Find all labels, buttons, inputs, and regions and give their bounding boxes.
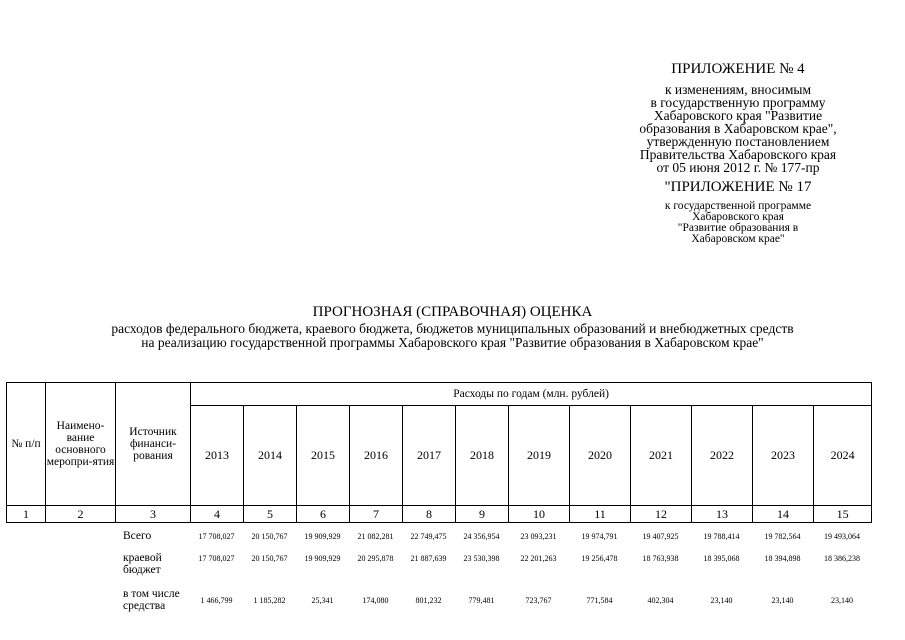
- column-number: 3: [116, 506, 191, 523]
- document-title: ПРОГНОЗНАЯ (СПРАВОЧНАЯ) ОЦЕНКА: [312, 304, 593, 320]
- col-header-name: Наимено-вание основного меропри-ятия: [46, 383, 116, 506]
- row-label: в том числе средства: [123, 588, 180, 612]
- column-number: 6: [297, 506, 350, 523]
- value-cell: 1 185,282: [253, 596, 286, 605]
- col-header-number: № п/п: [7, 383, 46, 506]
- value-cell: 771,584: [586, 596, 613, 605]
- value-cell: 23 093,231: [520, 532, 557, 541]
- value-cell: 19 256,478: [581, 554, 618, 563]
- quoted-appendix-title: "ПРИЛОЖЕНИЕ № 17: [664, 179, 812, 195]
- column-number: 11: [570, 506, 631, 523]
- value-cell: 19 782,564: [764, 532, 801, 541]
- column-number: 12: [631, 506, 692, 523]
- column-number: 15: [814, 506, 872, 523]
- value-cell: 18 763,938: [642, 554, 679, 563]
- expenses-table-header: [6, 382, 872, 523]
- expenses-header: Расходы по годам (млн. рублей): [191, 383, 872, 406]
- year-header: 2020: [570, 406, 631, 506]
- year-header: 2022: [692, 406, 753, 506]
- appendix-title: ПРИЛОЖЕНИЕ № 4: [671, 61, 805, 77]
- value-cell: 18 394,898: [764, 554, 801, 563]
- amend-line: Правительства Хабаровского края: [639, 147, 837, 162]
- value-cell: 1 466,799: [200, 596, 233, 605]
- value-cell: 18 386,238: [824, 554, 860, 563]
- expenses-table-body: [6, 530, 871, 626]
- year-header: 2021: [631, 406, 692, 506]
- value-cell: 20 295,878: [357, 554, 394, 563]
- program-line: "Развитие образования в: [677, 222, 799, 234]
- column-number: 4: [191, 506, 244, 523]
- column-number: 2: [46, 506, 116, 523]
- subtitle-line: на реализацию государственной программы Хабаровского края "Развитие образования в Хабаровском крае": [141, 335, 764, 350]
- value-cell: 20 150,767: [251, 554, 288, 563]
- column-number: 8: [403, 506, 456, 523]
- program-line: Хабаровском крае": [691, 233, 785, 245]
- table-row: [6, 530, 871, 552]
- value-cell: 22 201,263: [520, 554, 557, 563]
- value-cell: 19 909,929: [304, 532, 341, 541]
- year-header: 2023: [753, 406, 814, 506]
- column-number: 14: [753, 506, 814, 523]
- year-header: 2013: [191, 406, 244, 506]
- column-number: 7: [350, 506, 403, 523]
- amendment-text: [618, 83, 858, 174]
- amend-line: утвержденную постановлением: [646, 134, 830, 149]
- amend-line: к изменениям, вносимым: [664, 82, 812, 97]
- value-cell: 24 356,954: [463, 532, 500, 541]
- value-cell: 801,232: [415, 596, 442, 605]
- table-row: [6, 552, 871, 588]
- value-cell: 402,304: [647, 596, 674, 605]
- value-cell: 723,767: [525, 596, 552, 605]
- amend-line: в государственную программу: [650, 95, 826, 110]
- year-header: 2024: [814, 406, 872, 506]
- subtitle-line: расходов федерального бюджета, краевого бюджета, бюджетов муниципальных образований и внебюджетных средств: [111, 321, 794, 336]
- year-header: 2014: [244, 406, 297, 506]
- program-line: к государственной программе: [664, 200, 812, 212]
- value-cell: 22 749,475: [410, 532, 447, 541]
- value-cell: 23,140: [771, 596, 794, 605]
- column-number: 1: [7, 506, 46, 523]
- column-number: 13: [692, 506, 753, 523]
- value-cell: 18 395,068: [703, 554, 740, 563]
- value-cell: 23,140: [831, 596, 853, 605]
- amend-line: образования в Хабаровском крае",: [639, 121, 837, 136]
- amend-line: Хабаровского края "Развитие: [653, 108, 823, 123]
- value-cell: 19 909,929: [304, 554, 341, 563]
- value-cell: 19 974,791: [581, 532, 618, 541]
- value-cell: 174,080: [362, 596, 389, 605]
- value-cell: 21 082,281: [357, 532, 394, 541]
- value-cell: 19 493,064: [824, 532, 860, 541]
- value-cell: 17 708,027: [198, 532, 235, 541]
- value-cell: 19 407,925: [642, 532, 679, 541]
- document-subtitle: [0, 322, 905, 350]
- year-header: 2019: [509, 406, 570, 506]
- row-label: Всего: [123, 530, 152, 542]
- year-header: 2015: [297, 406, 350, 506]
- program-reference: [618, 201, 858, 245]
- value-cell: 19 788,414: [703, 532, 740, 541]
- column-number: 5: [244, 506, 297, 523]
- value-cell: 17 708,027: [198, 554, 235, 563]
- col-header-source: Источник финанси-рования: [116, 383, 191, 506]
- value-cell: 23 530,398: [463, 554, 500, 563]
- row-label: краевой бюджет: [123, 552, 162, 576]
- appendix-block: [618, 62, 858, 245]
- program-line: Хабаровского края: [692, 211, 784, 223]
- column-number: 9: [456, 506, 509, 523]
- column-number: 10: [509, 506, 570, 523]
- year-header: 2018: [456, 406, 509, 506]
- table-row: [6, 588, 871, 626]
- value-cell: 25,341: [311, 596, 334, 605]
- amend-line: от 05 июня 2012 г. № 177-пр: [656, 160, 820, 175]
- value-cell: 779,481: [468, 596, 495, 605]
- value-cell: 23,140: [710, 596, 733, 605]
- value-cell: 20 150,767: [251, 532, 288, 541]
- year-header: 2016: [350, 406, 403, 506]
- value-cell: 21 887,639: [410, 554, 447, 563]
- year-header: 2017: [403, 406, 456, 506]
